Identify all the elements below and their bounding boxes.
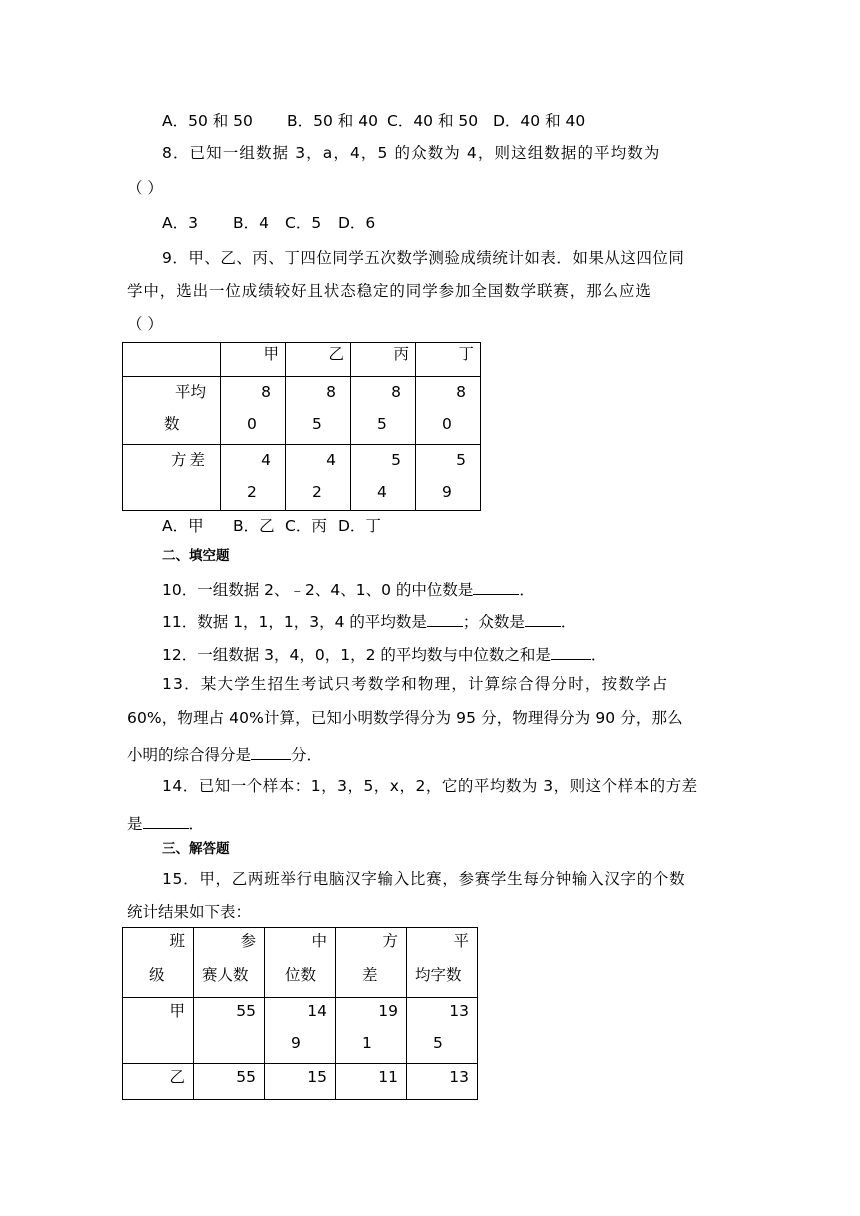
q9-option-c: C．丙 [285, 517, 327, 535]
cell-line1: 13 [449, 1068, 469, 1086]
q13-answer-blank [251, 745, 291, 760]
header-yi: 乙 [328, 345, 344, 363]
q10-stem: 10．一组数据 2、﹣2、4、1、0 的中位数是 [162, 581, 474, 599]
q9-stem-line1: 9．甲、乙、丙、丁四位同学五次数学测验成绩统计如表．如果从这四位同 [162, 249, 685, 267]
cell-line1: 55 [236, 1068, 256, 1086]
q7-option-b: B．50 和 40 [287, 112, 378, 130]
q13-line2: 60%，物理占 40%计算，已知小明数学得分为 95 分，物理得分为 90 分，那么 [127, 709, 683, 727]
q12-stem: 12．一组数据 3，4，0，1，2 的平均数与中位数之和是 [162, 646, 551, 664]
cell-line2: 9 [291, 1034, 301, 1052]
cell-line1: 8 [456, 383, 466, 401]
cell-line1: 14 [307, 1002, 327, 1020]
cell-line2: 2 [247, 483, 257, 501]
q12-text [162, 645, 606, 664]
cell-line1: 8 [391, 383, 401, 401]
q10-answer-blank [473, 580, 519, 595]
q13-line1: 13．某大学生招生考试只考数学和物理，计算综合得分时，按数学占 [162, 675, 669, 693]
table-row [123, 1064, 478, 1100]
q11-mid: ；众数是 [462, 613, 525, 631]
q7-option-d: D．40 和 40 [493, 112, 586, 130]
q9-answer-paren: （ ） [127, 315, 163, 333]
header-line1: 参 [240, 932, 256, 950]
header-line1: 平 [453, 932, 469, 950]
header-line1: 方 [382, 932, 398, 950]
cell-line1: 15 [307, 1068, 327, 1086]
q12-end: ． [590, 646, 607, 664]
q14-line1: 14．已知一个样本：1，3，5，x，2，它的平均数为 3，则这个样本的方差 [162, 777, 698, 795]
q8-answer-paren: （ ） [127, 179, 163, 197]
cell-line1: 11 [378, 1068, 398, 1086]
q8-option-a: A．3 [162, 214, 198, 232]
header-ding: 丁 [458, 345, 474, 363]
q11-text [162, 612, 576, 631]
header-line1: 班 [169, 932, 185, 950]
cell-line1: 甲 [169, 1002, 185, 1020]
cell-line1: 4 [261, 451, 271, 469]
header-bing: 丙 [393, 345, 409, 363]
q9-option-a: A．甲 [162, 517, 204, 535]
cell-line2: 2 [312, 483, 322, 501]
cell-line1: 5 [456, 451, 466, 469]
cell-line1: 5 [391, 451, 401, 469]
q13-line3-end: 分． [291, 746, 323, 764]
q8-stem-line1: 8．已知一组数据 3，a，4，5 的众数为 4，则这组数据的平均数为 [162, 144, 661, 162]
cell-line2: 9 [442, 483, 452, 501]
table-row [123, 343, 481, 377]
cell-line1: 13 [449, 1002, 469, 1020]
q14-line2-end: ． [188, 815, 205, 833]
q9-option-b: B．乙 [233, 517, 275, 535]
table-row [123, 928, 478, 998]
header-line2: 赛人数 [202, 966, 249, 984]
q8-option-b: B．4 [233, 214, 269, 232]
header-jia: 甲 [263, 345, 279, 363]
table-row [123, 998, 478, 1064]
q11-mean-blank [427, 612, 463, 627]
q14-line2 [127, 814, 204, 833]
q12-answer-blank [551, 645, 591, 660]
header-line2: 均字数 [415, 966, 462, 984]
cell-line2: 0 [442, 415, 452, 433]
q8-option-d: D．6 [338, 214, 376, 232]
typing-contest-table [122, 927, 478, 1100]
q8-option-c: C．5 [285, 214, 322, 232]
row-label-line1: 方差 [170, 451, 208, 469]
q10-end: ． [519, 581, 535, 599]
cell-line1: 19 [378, 1002, 398, 1020]
cell-line2: 1 [362, 1034, 372, 1052]
q13-line3-stem: 小明的综合得分是 [127, 746, 252, 764]
q11-mode-blank [525, 612, 561, 627]
header-line2: 级 [149, 966, 165, 984]
q15-line2: 统计结果如下表： [127, 903, 252, 921]
q10-text [162, 580, 535, 599]
cell-line1: 乙 [169, 1068, 185, 1086]
header-line1: 中 [311, 932, 327, 950]
table-row [123, 377, 481, 445]
q7-option-c: C．40 和 50 [387, 112, 479, 130]
q7-option-a: A．50 和 50 [162, 112, 253, 130]
q15-line1: 15．甲，乙两班举行电脑汉字输入比赛，参赛学生每分钟输入汉字的个数 [162, 870, 686, 888]
cell-line1: 4 [326, 451, 336, 469]
score-stats-table [122, 342, 481, 511]
cell-line2: 5 [312, 415, 322, 433]
cell-line2: 5 [377, 415, 387, 433]
cell-line1: 8 [326, 383, 336, 401]
section-heading-fill-in: 二、填空题 [162, 548, 230, 564]
cell-line1: 55 [236, 1002, 256, 1020]
header-line2: 差 [362, 966, 378, 984]
q14-line2-stem: 是 [127, 815, 143, 833]
cell-line1: 8 [261, 383, 271, 401]
q14-answer-blank [143, 814, 189, 829]
cell-line2: 4 [377, 483, 387, 501]
row-label-line2: 数 [164, 415, 180, 433]
header-line2: 位数 [285, 966, 317, 984]
q11-end: ． [560, 613, 577, 631]
cell-line2: 5 [433, 1034, 443, 1052]
q11-stem: 11．数据 1，1，1，3，4 的平均数是 [162, 613, 427, 631]
q13-line3 [127, 745, 322, 764]
q9-stem-line2: 学中，选出一位成绩较好且状态稳定的同学参加全国数学联赛，那么应选 [127, 282, 652, 300]
row-label-line1: 平均 [174, 383, 206, 401]
section-heading-answer: 三、解答题 [162, 841, 230, 857]
q9-option-d: D．丁 [338, 517, 381, 535]
cell-line2: 0 [247, 415, 257, 433]
table-row [123, 445, 481, 511]
